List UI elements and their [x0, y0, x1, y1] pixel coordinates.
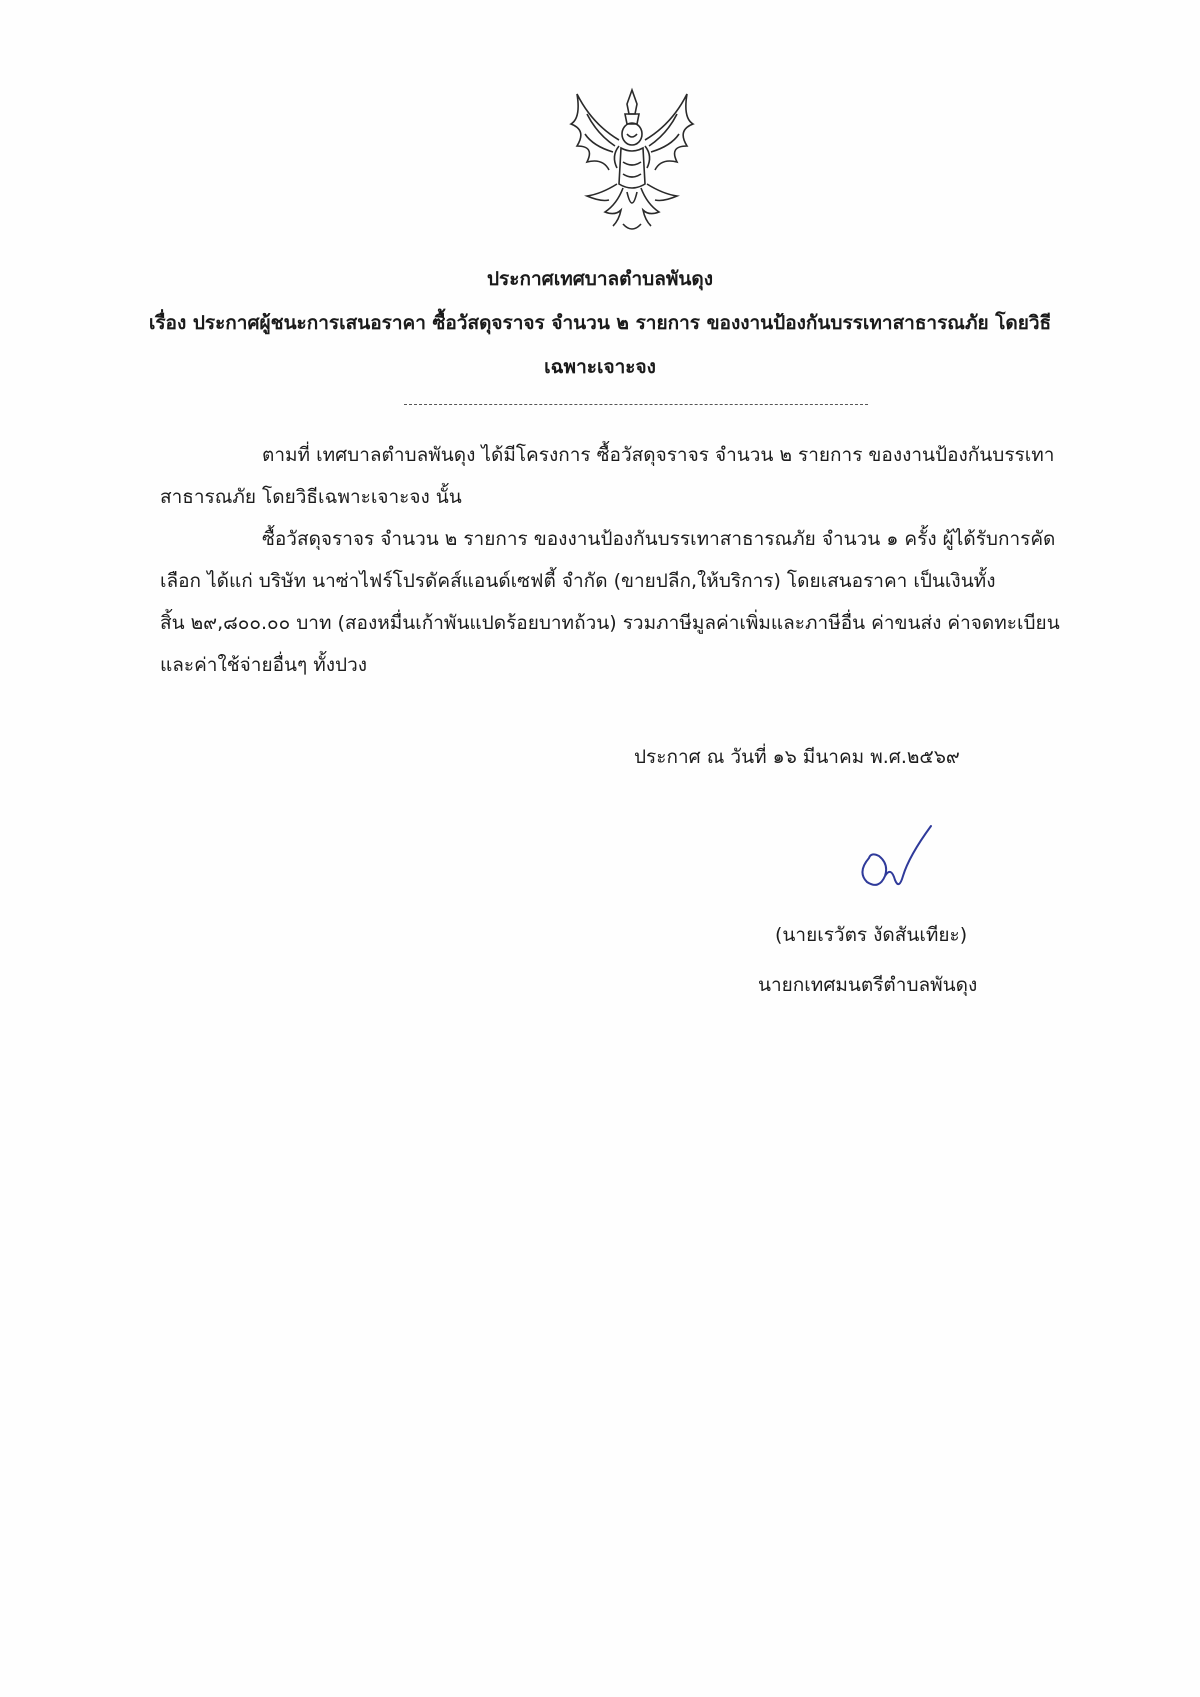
signatory-name: (นายเรวัตร งัดสันเทียะ) — [775, 924, 968, 946]
paragraph2-line2: เลือก ได้แก่ บริษัท นาซ่าไฟร์โปรดัคส์แอนด์เซฟตี้ จำกัด (ขายปลีก,ให้บริการ) โดยเสนอราคา เป็นเงินทั้ง — [160, 570, 996, 592]
announcement-subject-line2: เฉพาะเจาะจง — [544, 356, 656, 378]
garuda-emblem-icon — [557, 84, 707, 239]
announcement-title: ประกาศเทศบาลตำบลพันดุง — [487, 268, 713, 290]
paragraph1-line1: ตามที่ เทศบาลตำบลพันดุง ได้มีโครงการ ซื้อวัสดุจราจร จำนวน ๒ รายการ ของงานป้องกันบรรเทา — [262, 444, 1055, 466]
announcement-subject-line1: เรื่อง ประกาศผู้ชนะการเสนอราคา ซื้อวัสดุจราจร จำนวน ๒ รายการ ของงานป้องกันบรรเทาสาธารณภัย โดยวิธี — [148, 312, 1052, 334]
paragraph2-line1: ซื้อวัสดุจราจร จำนวน ๒ รายการ ของงานป้องกันบรรเทาสาธารณภัย จำนวน ๑ ครั้ง ผู้ได้รับการคัด — [262, 528, 1056, 550]
paragraph2-line4: และค่าใช้จ่ายอื่นๆ ทั้งปวง — [160, 654, 368, 676]
separator-line — [404, 404, 868, 405]
paragraph2-line3: สิ้น ๒๙,๘๐๐.๐๐ บาท (สองหมื่นเก้าพันแปดร้อยบาทถ้วน) รวมภาษีมูลค่าเพิ่มและภาษีอื่น ค่าขนส่ง ค่าจดทะเบียน — [160, 612, 1060, 634]
announcement-date: ประกาศ ณ วันที่ ๑๖ มีนาคม พ.ศ.๒๕๖๙ — [634, 746, 960, 768]
signatory-position: นายกเทศมนตรีตำบลพันดุง — [758, 974, 978, 996]
signature-icon — [855, 820, 945, 900]
paragraph1-line2: สาธารณภัย โดยวิธีเฉพาะเจาะจง นั้น — [160, 486, 462, 508]
